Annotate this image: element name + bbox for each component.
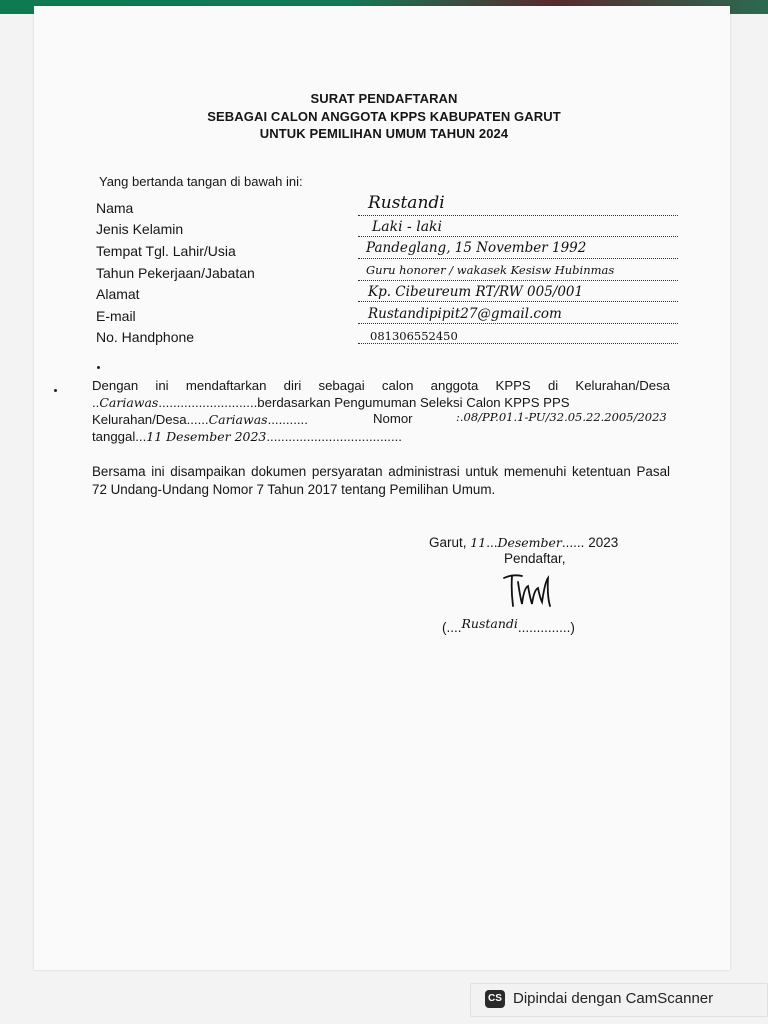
doc-title: SURAT PENDAFTARAN	[310, 91, 458, 106]
field-label-jenis-kelamin: Jenis Kelamin	[96, 221, 184, 237]
field-value-handphone: 081306552450	[370, 329, 458, 343]
camscanner-watermark	[470, 983, 768, 1017]
field-value-alamat: Kp. Cibeureum RT/RW 005/001	[368, 284, 584, 300]
nomor-value: :.08/PP.01.1-PU/32.05.22.2005/2023	[456, 410, 667, 424]
desa-value-2: Cariawas	[208, 412, 268, 427]
field-value-email: Rustandipipit27@gmail.com	[368, 306, 562, 322]
signature-dots: ......	[561, 535, 585, 550]
camscanner-text: Dipindai dengan CamScanner	[513, 990, 714, 1007]
stray-mark	[54, 389, 57, 392]
line3-prefix: Kelurahan/Desa......	[92, 412, 209, 427]
signature-day: 11	[470, 535, 487, 550]
line3-mid: ...........	[267, 412, 308, 427]
name-close: ..............)	[517, 620, 575, 635]
handwritten-signature	[498, 568, 558, 614]
field-label-ttl: Tempat Tgl. Lahir/Usia	[96, 243, 236, 259]
paragraph2: Bersama ini disampaikan dokumen persyaratan administrasi untuk memenuhi ketentuan Pasal 72 Undang-Undang Nomor 7 Tahun 2017 tentang Pemilihan Umum.	[92, 464, 670, 497]
field-label-alamat: Alamat	[96, 286, 140, 302]
field-label-nama: Nama	[96, 200, 134, 216]
intro-text: Yang bertanda tangan di bawah ini:	[99, 174, 303, 189]
signature-date: Garut, 11...Desember...... 2023	[429, 535, 619, 550]
field-value-jenis-kelamin: Laki - laki	[372, 219, 443, 235]
line2-prefix: ..	[92, 395, 100, 410]
name-open: (....	[442, 620, 462, 635]
field-label-handphone: No. Handphone	[96, 329, 195, 345]
stray-mark	[97, 366, 100, 369]
line4-suffix: .....................................	[266, 429, 402, 444]
signature-name-line	[442, 616, 575, 635]
field-value-ttl: Pandeglang, 15 November 1992	[366, 240, 587, 256]
field-label-email: E-mail	[96, 308, 136, 324]
signature-place: Garut,	[429, 535, 467, 550]
paragraph1-line4	[92, 428, 670, 445]
field-value-nama: Rustandi	[368, 193, 445, 213]
signature-name: Rustandi	[461, 616, 518, 631]
line2-suffix: ...........................berdasarkan Pengumuman Seleksi Calon KPPS PPS	[158, 395, 570, 410]
field-value-pekerjaan: Guru honorer / wakasek Kesisw Hubinmas	[366, 263, 615, 277]
signature-month: Desember	[497, 535, 562, 550]
doc-subtitle: SEBAGAI CALON ANGGOTA KPPS KABUPATEN GARUT	[207, 109, 561, 124]
signature-year: 2023	[588, 535, 619, 550]
doc-subtitle-2: UNTUK PEMILIHAN UMUM TAHUN 2024	[259, 126, 509, 141]
signature-role: Pendaftar,	[504, 551, 566, 566]
nomor-label: Nomor	[373, 411, 413, 426]
paragraph1-line1: Dengan ini mendaftarkan diri sebagai calon anggota KPPS di Kelurahan/Desa	[92, 378, 670, 393]
camscanner-logo-icon: CS	[485, 990, 505, 1008]
field-label-pekerjaan: Tahun Pekerjaan/Jabatan	[96, 265, 255, 281]
line4-prefix: tanggal...	[92, 429, 147, 444]
tanggal-value: 11 Desember 2023	[146, 429, 267, 444]
desa-value: Cariawas	[99, 395, 159, 410]
paragraph1-line2	[92, 394, 670, 411]
